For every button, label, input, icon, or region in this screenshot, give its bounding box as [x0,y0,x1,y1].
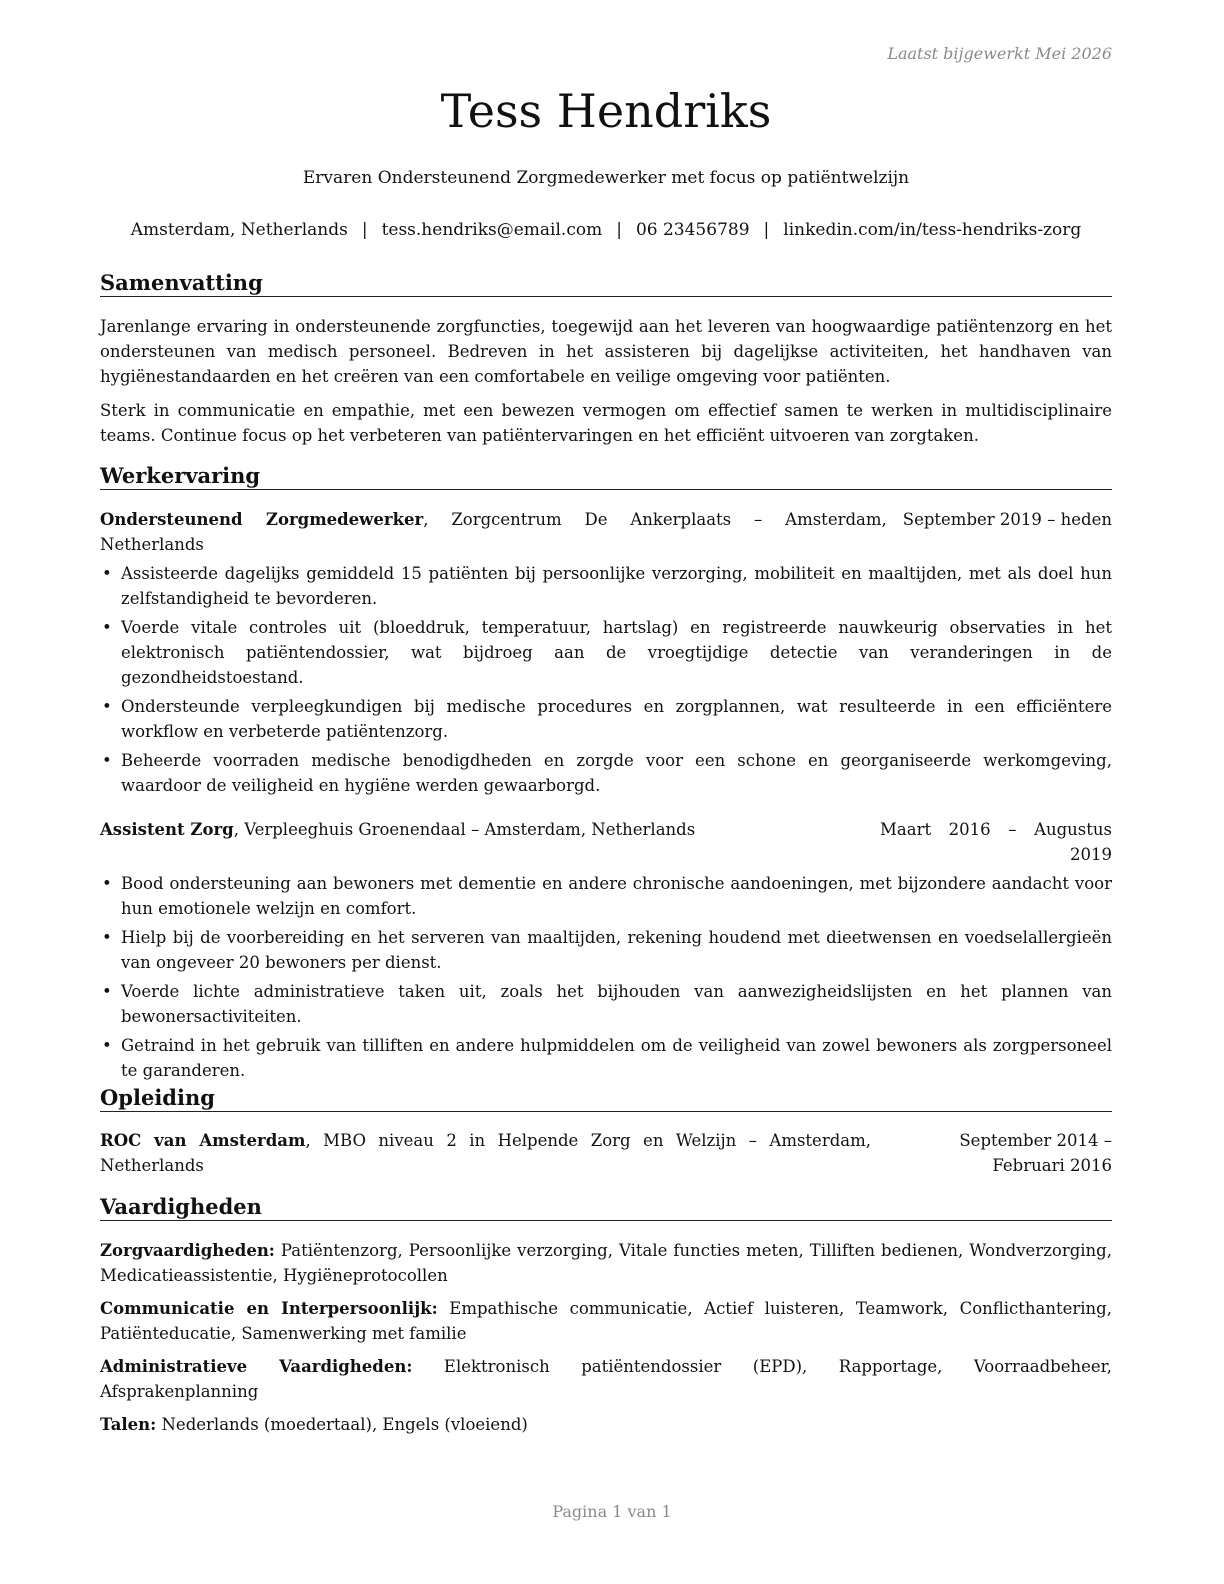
contact-separator: | [361,220,368,240]
contact-line [100,220,1112,240]
list-item: • Voerde lichte administratieve taken uit, zoals het bijhouden van aanwezigheidslijsten en het plannen van bewonersactiviteiten. [100,979,1112,1029]
list-item: • Bood ondersteuning aan bewoners met dementie en andere chronische aandoeningen, met bijzondere aandacht voor hun emotionele welzijn en comfort. [100,871,1112,921]
experience-section [100,507,1112,1087]
contact-email[interactable]: tess.hendriks@email.com [381,220,603,240]
job-entry [100,507,1112,798]
summary-paragraph: Jarenlange ervaring in ondersteunende zorgfuncties, toegewijd aan het leveren van hoogwaardige patiëntenzorg en het ondersteunen van medisch personeel. Bedreven in het assisteren bij dagelijkse activiteiten, het handhaven van hygiënestandaarden en het creëren van een comfortabele en veilige omgeving voor patiënten. [100,317,1112,386]
job-bullets [100,871,1112,1083]
education-entry [100,1128,1112,1178]
skill-group [100,1296,1112,1346]
skill-label: Zorgvaardigheden: [100,1241,275,1260]
education-school: ROC van Amsterdam [100,1131,306,1150]
summary-section [100,314,1112,448]
last-updated: Laatst bijgewerkt Mei 2026 [887,44,1112,63]
section-title-skills: Vaardigheden [100,1194,1112,1221]
job-details: , Zorgcentrum De Ankerplaats – Amsterdam, Netherlands [100,510,887,554]
contact-separator: | [763,220,770,240]
contact-separator: | [616,220,622,240]
job-dates: September 2019 – heden [902,510,1112,529]
education-section [100,1128,1112,1178]
list-item: • Beheerde voorraden medische benodigdheden en zorgde voor een schone en georganiseerde werkomgeving, waardoor de veiligheid en hygiëne werden gewaarborgd. [100,748,1112,798]
tagline: Ervaren Ondersteunend Zorgmedewerker met focus op patiëntwelzijn [302,168,910,188]
contact-linkedin[interactable]: linkedin.com/in/tess-hendriks-zorg [783,220,1082,240]
skill-label: Talen: [100,1415,157,1434]
skill-label: Communicatie en Interpersoonlijk: [100,1299,438,1318]
job-dates: Maart 2016 – Augustus 2019 [880,820,1112,864]
skill-text: Empathische communicatie, Actief luisteren, Teamwork, Conflicthantering, Patiënteducatie, Samenwerking met familie [100,1299,1112,1343]
education-details: , MBO niveau 2 in Helpende Zorg en Welzijn – Amsterdam, Netherlands [100,1131,872,1175]
job-entry [100,817,1112,1083]
skill-group [100,1238,1112,1288]
section-title-summary: Samenvatting [100,270,1112,297]
job-header [100,817,1112,867]
education-title-line [100,1128,887,1178]
candidate-name: Tess Hendriks [440,84,772,138]
skill-group [100,1354,1112,1404]
job-bullets [100,561,1112,798]
skill-text: Nederlands (moedertaal), Engels (vloeiend) [156,1415,528,1434]
skill-text: Elektronisch patiëntendossier (EPD), Rapportage, Voorraadbeheer, Afsprakenplanning [100,1357,1112,1401]
section-title-education: Opleiding [100,1085,1112,1112]
education-dates: September 2014 – Februari 2016 [959,1131,1112,1175]
job-title-line [100,507,903,557]
skills-section [100,1238,1112,1445]
summary-paragraph: Sterk in communicatie en empathie, met een bewezen vermogen om effectief samen te werken in multidisciplinaire teams. Continue focus op het verbeteren van patiëntervaringen en het efficiënt uitvoeren van zorgtaken. [100,401,1112,445]
section-title-experience: Werkervaring [100,463,1112,490]
page-number: Pagina 1 van 1 [552,1502,672,1521]
job-role: Ondersteunend Zorgmedewerker [100,510,424,529]
list-item: • Getraind in het gebruik van tilliften en andere hulpmiddelen om de veiligheid van zowel bewoners als zorgpersoneel te garanderen. [100,1033,1112,1083]
job-details: , Verpleeghuis Groenendaal – Amsterdam, Netherlands [233,820,696,839]
contact-phone: 06 23456789 [635,220,750,240]
resume-page [100,0,1112,1584]
job-header [100,507,1112,557]
skill-group [100,1412,1112,1437]
list-item: • Hielp bij de voorbereiding en het serveren van maaltijden, rekening houdend met dieetwensen en voedselallergieën van ongeveer 20 bewoners per dienst. [100,925,1112,975]
list-item: • Ondersteunde verpleegkundigen bij medische procedures en zorgplannen, wat resulteerde in een efficiëntere workflow en verbeterde patiëntenzorg. [100,694,1112,744]
job-title-line [100,817,880,842]
skill-text: Patiëntenzorg, Persoonlijke verzorging, Vitale functies meten, Tilliften bedienen, Wondverzorging, Medicatieassistentie, Hygiëneprotocollen [100,1241,1112,1285]
skill-label: Administratieve Vaardigheden: [100,1357,413,1376]
list-item: • Assisteerde dagelijks gemiddeld 15 patiënten bij persoonlijke verzorging, mobiliteit en maaltijden, met als doel hun zelfstandigheid te bevorderen. [100,561,1112,611]
contact-location: Amsterdam, Netherlands [130,220,348,240]
job-role: Assistent Zorg [100,820,234,839]
list-item: • Voerde vitale controles uit (bloeddruk, temperatuur, hartslag) en registreerde nauwkeurig observaties in het elektronisch patiëntendossier, wat bijdroeg aan de vroegtijdige detectie van veranderingen in de gezondheidstoestand. [100,615,1112,690]
